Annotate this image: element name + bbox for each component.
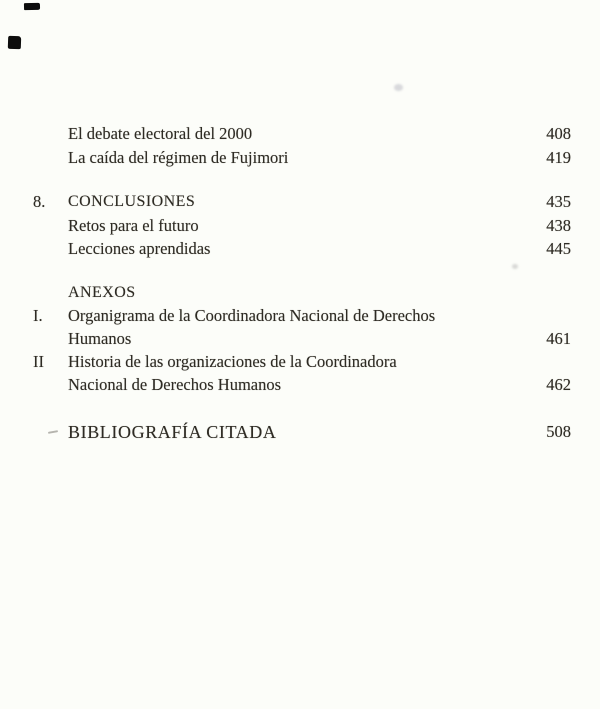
toc-row — [33, 147, 571, 169]
toc-row — [33, 351, 571, 373]
scan-artifact-smudge — [394, 84, 403, 91]
toc-row — [33, 421, 571, 443]
toc-item-title: CONCLUSIONES — [68, 193, 196, 210]
toc-item-title: BIBLIOGRAFÍA CITADA — [68, 422, 277, 442]
toc-row — [33, 328, 571, 350]
toc-row — [33, 123, 571, 145]
toc-item-number: 8. — [33, 192, 46, 211]
toc-item-page-number: 445 — [546, 239, 571, 258]
toc-item-title: Humanos — [68, 329, 132, 348]
toc-item-page-number: 419 — [546, 148, 571, 167]
toc-item-title: ANEXOS — [68, 284, 136, 301]
scan-artifact-top-dash — [24, 3, 40, 10]
toc-row — [33, 282, 571, 304]
toc-item-page-number: 435 — [546, 192, 571, 211]
toc-item-title: Nacional de Derechos Humanos — [68, 375, 282, 394]
toc-item-title: Organigrama de la Coordinadora Nacional de Derechos — [68, 306, 436, 325]
toc-item-number: I. — [33, 306, 43, 325]
toc-item-title: El debate electoral del 2000 — [68, 124, 253, 143]
toc-item-page-number: 408 — [546, 124, 571, 143]
toc-row — [33, 374, 571, 396]
toc-row — [33, 191, 571, 213]
toc-item-page-number: 508 — [546, 422, 571, 441]
toc-item-title: Retos para el futuro — [68, 216, 199, 235]
scan-artifact-corner-blob — [8, 36, 21, 49]
toc-item-number: II — [33, 352, 44, 371]
toc-item-title: Lecciones aprendidas — [68, 239, 211, 258]
toc-item-title: Historia de las organizaciones de la Coordinadora — [68, 352, 397, 371]
scan-artifact-smudge — [512, 264, 518, 269]
toc-row — [33, 238, 571, 260]
toc-item-page-number: 461 — [546, 329, 571, 348]
toc-item-title: La caída del régimen de Fujimori — [68, 148, 289, 167]
toc-item-page-number: 462 — [546, 375, 571, 394]
toc-row — [33, 305, 571, 327]
toc-item-page-number: 438 — [546, 216, 571, 235]
toc-row — [33, 215, 571, 237]
